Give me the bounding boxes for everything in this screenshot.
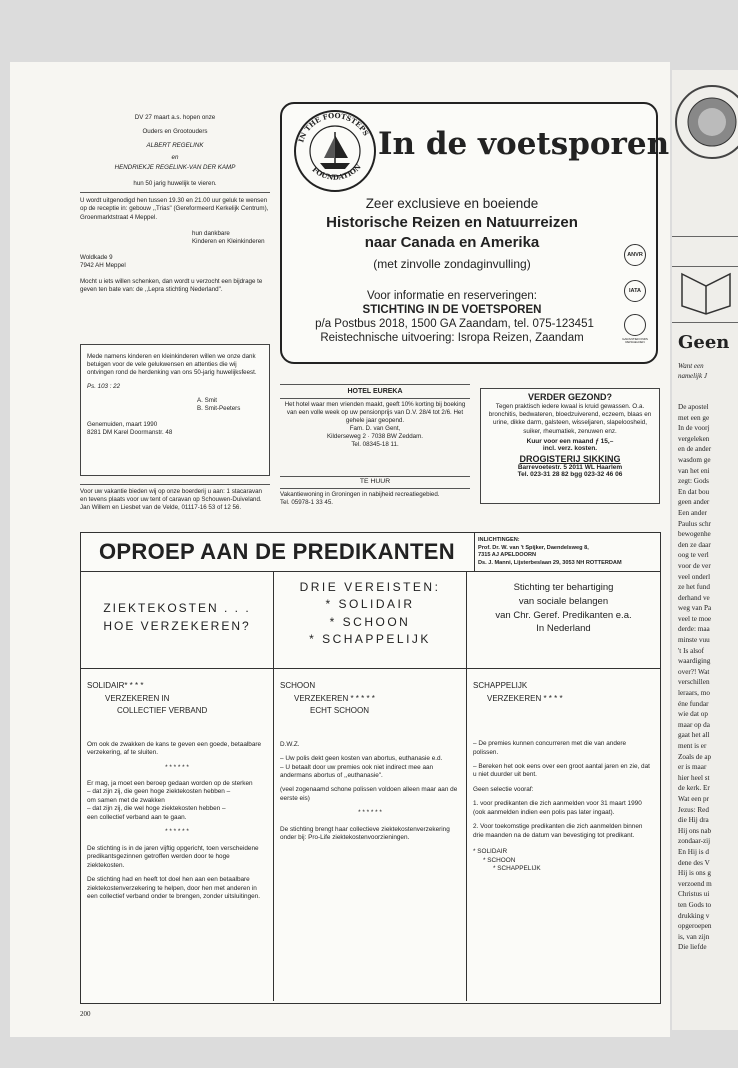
right-body-line: vergeleken [678,434,710,443]
oproep-requirements [274,571,466,668]
voetsporen-info1: Voor informatie en reserveringen: [366,290,538,302]
col3-h1: SCHAPPELIJK [473,681,528,690]
col1-p6: een collectief verband aan te gaan. [87,813,187,821]
inl-line1: Prof. Dr. W. van 't Spijker, Daendelsweg 8, [478,544,589,551]
req-schappelijk: * SCHAPPELIJK [309,632,431,647]
col3-p4: 1. voor predikanten die zich aanmelden voor 31 maart 1990 (ook aanmelden indien een polis pas later ingaat). [473,800,642,816]
right-body-line: en de ander [678,445,712,454]
right-body-line: In de voorj [678,424,710,433]
inl-line2: 7315 AJ APELDOORN [478,552,537,559]
anniv-addr1: Woldkade 9 [80,253,113,261]
thanks-addr: 8281 DM Karel Doormanstr. 48 [87,429,173,437]
anniv-thanks2: Kinderen en Kleinkinderen [192,237,265,245]
thanks-sign2: B. Smit-Peeters [197,405,241,413]
right-body-line: Een ander [678,508,707,517]
garantiefonds-logo-text: GARANTIEFONDS REISGELDEN [622,337,648,345]
right-body-line: over?! Wat [678,667,710,676]
col1-p4: om samen met de zwakken [87,796,165,804]
right-body-line: er is maar [678,763,707,772]
thanks-sign1: A. Smit [197,397,217,405]
anniv-invite-addr: Groenmarktstraat 4 Meppel. [80,213,158,221]
question-line2: HOE VERZEKEREN? [103,619,251,633]
right-body-line: minste vuu [678,636,710,645]
right-body-line: 't Is alsof [678,646,705,655]
col2-p5: De stichting brengt haar collectieve ziektekostenverzekering onder bij: Pro-Life ziektekostenvoorzieningen. [280,825,450,842]
col3-s2: * SCHOON [483,856,516,864]
right-body-line: wie dat op [678,710,708,719]
right-body-line: Hij is ons g [678,869,711,878]
right-body-line: wasdom ge [678,455,711,464]
right-body-line: oog te verl [678,551,709,560]
right-body-line: De apostel [678,403,709,411]
right-body-line: éne fundar [678,699,709,708]
right-body-line: zondaar-zij [678,837,711,846]
voetsporen-tag1: Zeer exclusieve en boeiende [365,196,539,211]
right-body-line: leraars, mo [678,689,710,698]
thanks-psalm: Ps. 103 : 22 [87,383,121,391]
gezond-addr: Barrevoetestr. 5 2011 WL Haarlem [517,463,623,471]
right-body-line: is, van zijn [678,932,710,941]
stichting-line1: Stichting ter behartiging [513,582,614,593]
open-book-icon [672,256,738,316]
right-body-line: ze het fund [678,583,710,592]
right-title: Geen [678,332,730,353]
gezond-ad [480,388,660,504]
col3-p1: – De premies kunnen concurreren met die van andere polissen. [473,740,627,756]
voetsporen-info4: Reistechnische uitvoering: Isropa Reizen, Zaandam [320,332,584,344]
right-body-line: opgeroepen [678,922,712,931]
oproep-inlichtingen [478,537,660,567]
col3-p5: 2. Voor toekomstige predikanten die zich aanmelden binnen drie maanden na de datum van bevestiging tot predikant. [473,823,643,839]
seal-top-text: IN THE FOOTSTEPS [296,110,371,144]
right-body-line: drukking v [678,911,710,920]
eureka-tel: Tel. 08345-18 11. [351,441,399,449]
right-page [672,70,738,1030]
anniv-and: en [171,154,179,162]
right-body-line: verschillen [678,678,710,687]
right-body-line: Die liefde [678,943,707,952]
right-body-text [678,402,738,953]
right-body-line: gaat het all [678,731,710,740]
right-body-line: verzoend m [678,879,712,888]
gezond-text: Tegen praktisch iedere kwaal is kruid gewassen. O.a. bronchitis, bedwateren, bloedzuiverend, eczeem, blaas en urine, dikke darm, galsteen, wisseljaren, slapeloosheid, suiker, rheumatiek, zenuwen enz. [488,403,652,435]
inl-line3: Ds. J. Manni, Lijsterbeslaan 29, 3053 NH ROTTERDAM [478,559,622,566]
inl-label: INLICHTINGEN: [478,537,520,543]
seal-bottom-text: FOUNDATION [310,162,363,182]
right-body-line: weg van Pa [678,604,712,613]
req-solidair: * SOLIDAIR [325,597,415,612]
vakantie-contact: Jan Willem en Liesbet van de Velde, 01117-16 53 of 12 56. [80,504,242,512]
col2-p2: – Uw polis dekt geen kosten van abortus, euthanasie e.d. [280,755,443,763]
left-page [10,62,670,1037]
eureka-title: HOTEL EUREKA [347,388,403,395]
voetsporen-info3: p/a Postbus 2018, 1500 GA Zaandam, tel. 075-123451 [315,318,594,330]
anniv-line2: Ouders en Grootouders [142,128,208,136]
col1-p8: De stichting had en heeft tot doel hen aan een betaalbare ziektekostenverzekering te helpen, door hen met anderen in een collectief verband onder te brengen, zonder uitsluitingen. [87,876,261,900]
voetsporen-ad [280,102,670,364]
voetsporen-info2: STICHTING IN DE VOETSPOREN [362,304,542,316]
col2-p3: – U betaalt door uw premies ook niet indirect mee aan andermans abortus of ,,euthanasie". [280,763,434,779]
gezond-tel: Tel. 023-31 28 82 bgg 023-32 46 06 [517,470,623,478]
svg-text:IN THE FOOTSTEPS [296,111,370,144]
garantiefonds-logo-icon [624,314,646,336]
thanks-notice [80,344,270,476]
col1-h2: VERZEKEREN IN [105,693,170,703]
right-body-line: ten Gods to [678,900,712,909]
vakantie-text: Voor uw vakantie bieden wij op onze boerderij u aan: 1 stacaravan en tevens plaats voor uw tent of caravan op Schouwen-Duiveland. [80,488,262,504]
eureka-text: Het hotel waar men vrienden maakt, geeft 10% korting bij boeking van een volle week op uw pensionprijs van D.V. 28/4 tot 2/6. Het gehele jaar geopend. [284,401,466,425]
col2-stars: * * * * * * [358,809,382,817]
question-line1: ZIEKTEKOSTEN . . . [103,601,251,615]
right-body-line: voor de ver [678,561,711,570]
eureka-fam: Fam. D. van Gent, [349,425,401,433]
right-sub1: Want een [678,362,704,370]
col2-h2: VERZEKEREN * * * * * [294,693,375,703]
col3-s1: * SOLIDAIR [473,848,508,856]
huur-ad [280,476,470,516]
huur-text: Vakantiewoning in Groningen in nabijheid recreatiegebied. [280,490,440,498]
gezond-incl: incl. verz. kosten. [542,444,598,452]
col3-p2: – Bereken het ook eens over een groot aantal jaren en zie, dat u niet duurder uit bent. [473,763,650,779]
page-number: 200 [80,1010,91,1018]
oproep-question [81,571,273,668]
right-body-line: En dat bou [678,487,710,496]
col1-p7: De stichting is in de jaren vijftig opgericht, toen verscheidene predikantsgezinnen getroffen werden door te hoge ziektekosten. [87,844,259,869]
col1-p1: Om ook de zwakken de kans te geven een goede, betaalbare verzekering, af te sluiten. [87,740,262,757]
stichting-line3: van Chr. Geref. Predikanten e.a. [495,609,632,621]
stichting-line2: van sociale belangen [518,595,609,607]
gezond-shop: DROGISTERIJ SIKKING [519,453,621,464]
anniv-invite: U wordt uitgenodigd hen tussen 19.30 en 21.00 uur geluk te wensen op de receptie in: gebouw ,,Trias" (Gereformeerd Kerkelijk Centrum), [80,197,269,213]
right-body-line: hier heel st [678,773,710,782]
right-body-line: En Hij is d [678,847,709,856]
thanks-text: Mede namens kinderen en kleinkinderen willen we onze dank betuigen voor de vele gelukwensen en attenties die wij ontvingen rond de herdenking van ons 50-jarig huwelijksfeest. [87,353,257,377]
anvr-logo-text: ANVR [627,252,643,258]
right-sub2: namelijk J [678,372,707,380]
right-body-line: Zoals de ap [678,752,712,761]
req-title: DRIE VEREISTEN: [299,580,441,594]
vakantie-ad [80,484,270,530]
col1-p2: Er mag, ja moet een beroep gedaan worden op de sterken [87,780,253,787]
footsteps-seal [290,108,380,194]
col2-h1: SCHOON [280,681,316,690]
eureka-addr: Kilderseweg 2 · 7038 BW Zeddam. [327,433,423,441]
voetsporen-tag4: (met zinvolle zondaginvulling) [373,257,531,271]
voetsporen-title: In de voetsporen [378,126,670,162]
anniv-addr2: 7942 AH Meppel [80,261,126,269]
col3-s3: * SCHAPPELIJK [493,865,541,873]
anniv-name1: ALBERT REGELINK [146,142,204,150]
right-body-line: Christus ui [678,890,710,899]
right-body-line: Hij ons nab [678,826,712,835]
right-body-line: die Hij dra [678,816,709,825]
right-body-line: waardiging [678,657,711,666]
right-body-line: dene des V [678,858,710,867]
iata-logo-text: IATA [628,288,641,294]
right-body-line: bewogenhe [678,530,711,539]
oproep-col-schoon [280,681,460,843]
right-body-line: Paulus schr [678,519,711,528]
anniv-line3: hun 50 jarig huwelijk te vieren. [133,180,217,188]
right-body-line: van het eni [678,466,710,475]
right-body-line: den ze daar [678,540,711,549]
anniv-gift: Mocht u iets willen schenken, dan wordt u verzocht een bijdrage te geven ten bate van: de ,,Lepra stichting Nederland". [80,277,263,293]
oproep-stichting [467,571,660,668]
right-body-line: zegt: Gods [678,477,709,486]
gezond-title: VERDER GEZOND? [527,392,612,402]
eureka-ad [280,384,470,474]
anniv-name2: HENDRIEKJE REGELINK-VAN DER KAMP [114,164,236,172]
huur-title: TE HUUR [359,478,391,485]
col1-stars2: * * * * * * [165,828,189,836]
voetsporen-tag3: naar Canada en Amerika [364,234,540,251]
stichting-line4: In Nederland [536,623,591,635]
oproep-ad [80,532,661,1004]
col2-h3: ECHT SCHOON [310,706,369,716]
right-body-line: derhand ve [678,593,710,602]
gezond-kuur: Kuur voor een maand ƒ 15,– [526,437,614,445]
right-body-line: de kerk. Er [678,784,710,793]
right-body-line: ment is er [678,742,707,750]
col2-p4: (veel zogenaamd schone polissen voldoen alleen maar aan de eerste eis) [280,786,458,802]
right-body-line: geen ander [678,498,710,507]
oproep-col-solidair [87,681,267,901]
right-body-line: maar op da [678,720,710,729]
col3-p3: Geen selectie vooraf: [473,785,534,793]
right-body-line: derde: maa [678,625,710,634]
col1-h1: SOLIDAIR* * * * [87,681,144,690]
church-seal-icon [672,74,738,184]
col2-p1: D.W.Z. [280,740,300,748]
right-body-line: Wat een pr [678,794,709,803]
right-body-line: met een ge [678,413,710,422]
oproep-col-schappelijk [473,681,653,874]
col1-stars1: * * * * * * [165,763,189,771]
thanks-place: Genemuiden, maart 1990 [87,421,158,429]
anniversary-notice [80,110,270,370]
col1-h3: COLLECTIEF VERBAND [117,706,208,716]
right-body-line: veel onderl [678,572,711,581]
oproep-title: OPROEP AAN DE PREDIKANTEN [99,539,455,564]
voetsporen-tag2: Historische Reizen en Natuurreizen [326,214,578,231]
col3-h2: VERZEKEREN * * * * [487,693,563,703]
col1-p5: – dat zijn zij, die wel hoge ziektekosten hebben – [87,805,226,813]
col1-p3: – dat zijn zij, die geen hoge ziektekosten hebben – [87,788,231,796]
right-body-line: veel te moe [678,614,712,623]
anniv-thanks1: hun dankbare [192,229,230,237]
huur-tel: Tel. 05978-1 33 45. [280,498,333,506]
anniv-line1: DV 27 maart a.s. hopen onze [134,114,216,121]
right-body-line: Jezus: Red [678,805,709,814]
req-schoon: * SCHOON [329,614,411,629]
